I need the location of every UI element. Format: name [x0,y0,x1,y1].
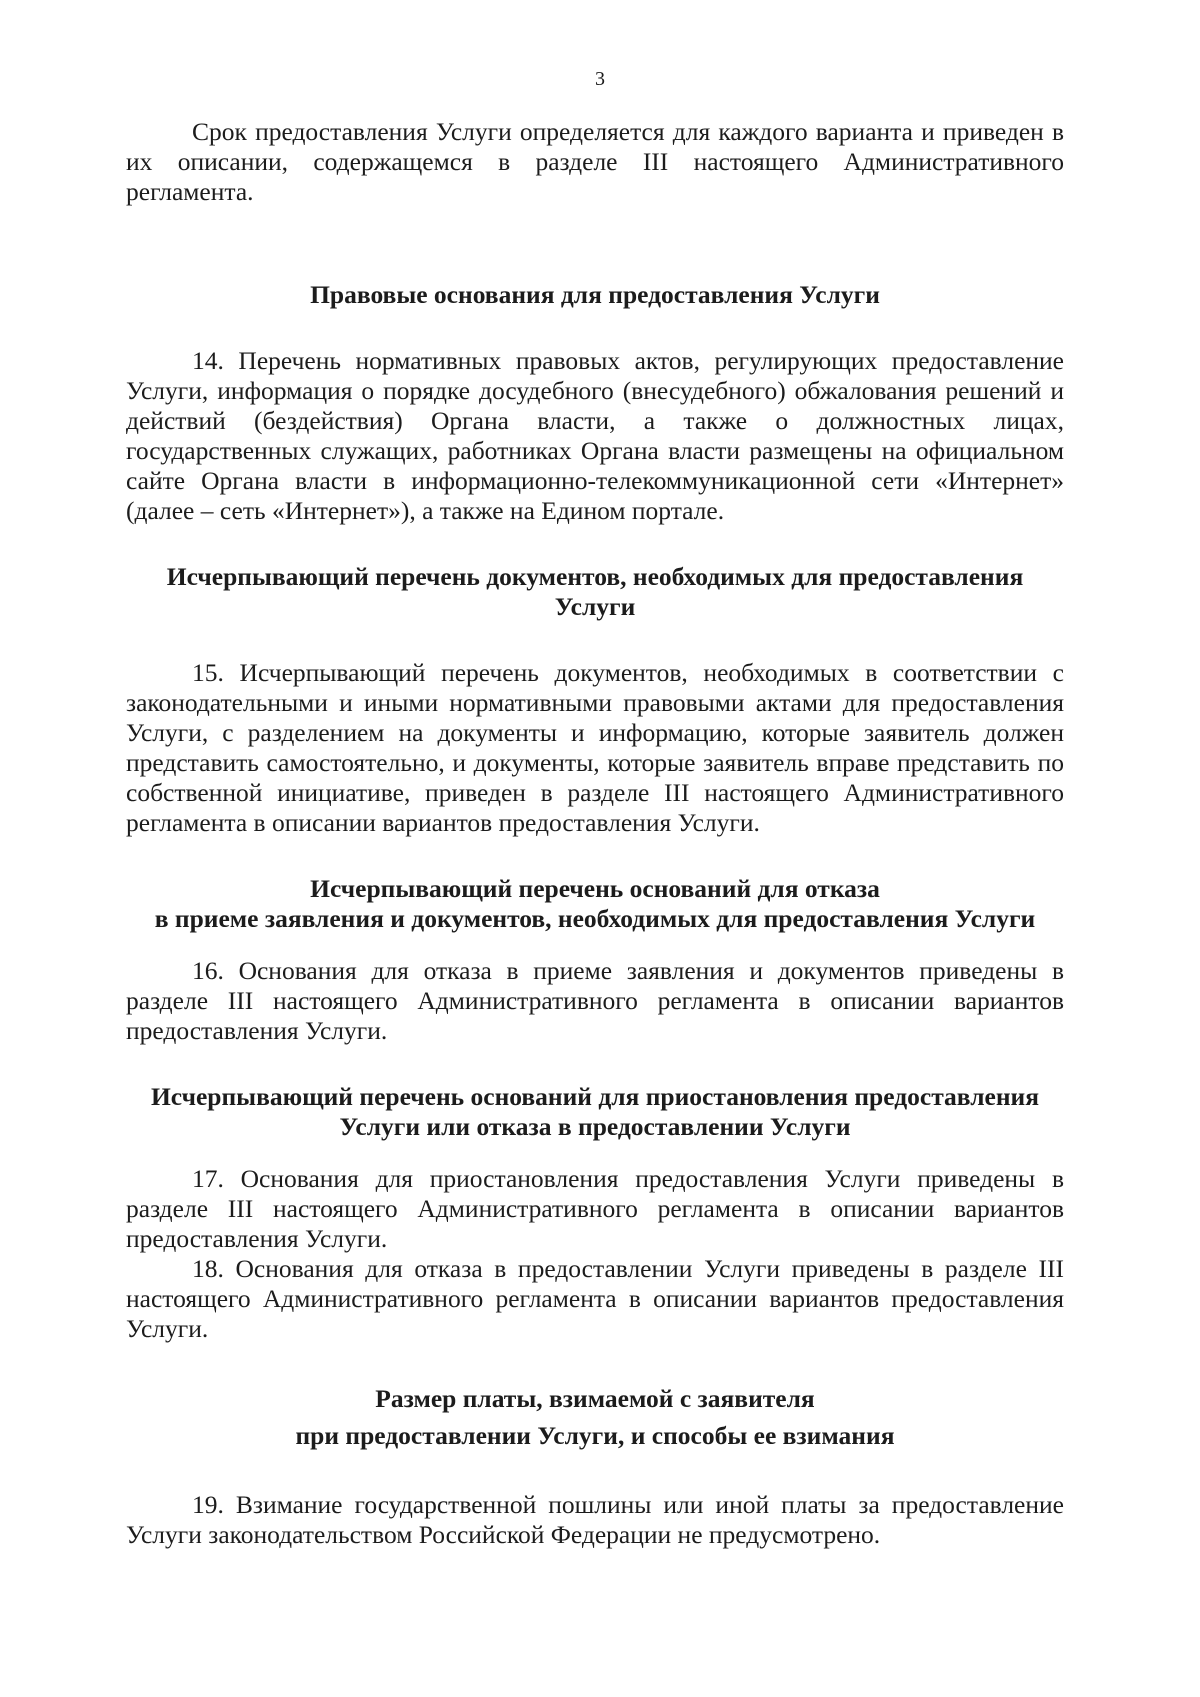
heading-documents [126,562,1064,622]
page-number: 3 [595,68,605,90]
heading-documents-line1: Исчерпывающий перечень документов, необходимых для предоставления [166,562,1024,591]
paragraph-18: 18. Основания для отказа в предоставлении Услуги приведены в разделе III настоящего Административного регламента в описании вариантов предоставления Услуги. [126,1254,1064,1343]
heading-refusal-reception [126,874,1064,934]
paragraph-14: 14. Перечень нормативных правовых актов, регулирующих предоставление Услуги, информация о порядке досудебного (внесудебного) обжалования решений и действий (бездействия) Органа власти, а также о должностных лицах, государственных служащих, работниках Органа власти размещены на официальном сайте Органа власти в информационно-телекоммуникационной сети «Интернет» (далее – сеть «Интернет»), а также на Едином портале. [126,346,1064,525]
document-body [126,117,1064,1550]
paragraph-19: 19. Взимание государственной пошлины или иной платы за предоставление Услуги законодательством Российской Федерации не предусмотрено. [126,1490,1064,1549]
paragraph-17: 17. Основания для приостановления предоставления Услуги приведены в разделе III настоящего Административного регламента в описании вариантов предоставления Услуги. [126,1164,1064,1253]
heading-suspension-line1: Исчерпывающий перечень оснований для приостановления предоставления [150,1082,1040,1111]
heading-fee-line1: Размер платы, взимаемой с заявителя [375,1384,815,1413]
heading-refusal-line1: Исчерпывающий перечень оснований для отказа [310,874,880,903]
heading-fee [126,1380,1064,1454]
heading-refusal-line2: в приеме заявления и документов, необходимых для предоставления Услуги [154,904,1036,933]
heading-suspension [126,1082,1064,1142]
heading-documents-line2: Услуги [554,592,636,621]
heading-fee-line2: при предоставлении Услуги, и способы ее взимания [295,1421,895,1450]
paragraph-term: Срок предоставления Услуги определяется для каждого варианта и приведен в их описании, содержащемся в разделе III настоящего Административного регламента. [126,117,1064,206]
paragraph-15: 15. Исчерпывающий перечень документов, необходимых в соответствии с законодательными и иными нормативными правовыми актами для предоставления Услуги, с разделением на документы и информацию, которые заявитель должен представить самостоятельно, и документы, которые заявитель вправе представить по собственной инициативе, приведен в разделе III настоящего Административного регламента в описании вариантов предоставления Услуги. [126,658,1064,837]
paragraph-16: 16. Основания для отказа в приеме заявления и документов приведены в разделе III настоящего Административного регламента в описании вариантов предоставления Услуги. [126,956,1064,1045]
heading-suspension-line2: Услуги или отказа в предоставлении Услуги [339,1112,851,1141]
heading-legal-grounds: Правовые основания для предоставления Услуги [310,280,880,309]
